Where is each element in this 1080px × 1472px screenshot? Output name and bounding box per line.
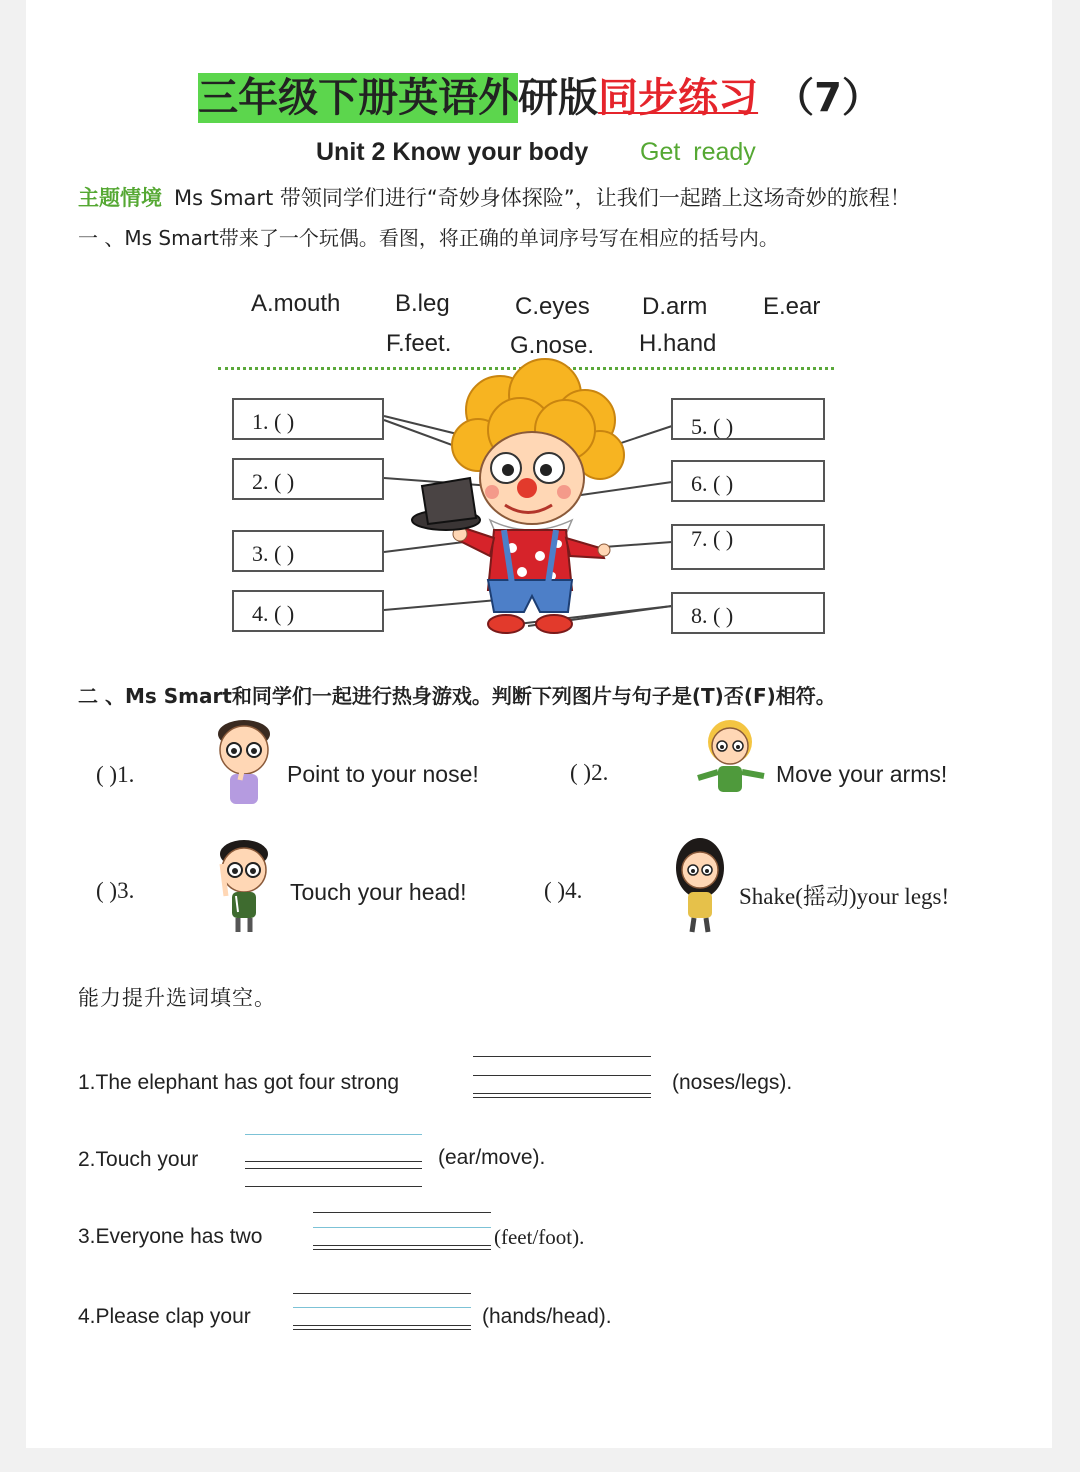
fill-sentence-3: 3.Everyone has two bbox=[78, 1225, 263, 1248]
title-highlight: 三年级下册英语外 bbox=[198, 75, 519, 121]
word-option: D.arm bbox=[642, 293, 708, 320]
fill-options-4: (hands/head). bbox=[482, 1305, 612, 1328]
boy-touching-head-icon bbox=[212, 836, 276, 934]
guide-line bbox=[293, 1329, 471, 1330]
guide-line bbox=[293, 1293, 471, 1294]
word-option: F.feet. bbox=[386, 330, 452, 357]
sentence-4: Shake(摇动)your legs! bbox=[739, 884, 950, 909]
guide-line bbox=[245, 1161, 422, 1162]
theme-tag: 主题情境 bbox=[78, 186, 162, 210]
label-box-6[interactable]: 6. ( ) bbox=[671, 460, 825, 502]
answer-paren-4[interactable]: ( )4. bbox=[544, 878, 583, 903]
word-option: A.mouth bbox=[251, 290, 341, 317]
label-box-2[interactable]: 2. ( ) bbox=[232, 458, 384, 500]
title-number: （7） bbox=[774, 75, 882, 121]
section3-instruction: 能力提升选词填空。 bbox=[78, 986, 276, 1010]
guide-line bbox=[293, 1307, 471, 1308]
word-option: B.leg bbox=[395, 290, 450, 317]
guide-line bbox=[473, 1056, 651, 1057]
answer-paren-2[interactable]: ( )2. bbox=[570, 760, 609, 785]
fill-sentence-4: 4.Please clap your bbox=[78, 1305, 251, 1328]
guide-line bbox=[473, 1097, 651, 1098]
label-box-4[interactable]: 4. ( ) bbox=[232, 590, 384, 632]
answer-line-4[interactable] bbox=[293, 1325, 471, 1326]
unit-title: Unit 2 Know your body bbox=[316, 138, 589, 166]
guide-line bbox=[245, 1134, 422, 1135]
guide-line bbox=[245, 1186, 422, 1187]
girl-shaking-legs-icon bbox=[670, 836, 730, 934]
guide-line bbox=[473, 1075, 651, 1076]
word-option: E.ear bbox=[763, 293, 821, 320]
label-box-8[interactable]: 8. ( ) bbox=[671, 592, 825, 634]
label-box-7[interactable]: 7. ( ) bbox=[671, 524, 825, 570]
answer-paren-1[interactable]: ( )1. bbox=[96, 762, 135, 787]
fill-options-2: (ear/move). bbox=[438, 1146, 546, 1169]
answer-line-1[interactable] bbox=[473, 1093, 651, 1094]
word-option: G.nose. bbox=[510, 332, 595, 359]
answer-line-2[interactable] bbox=[245, 1168, 422, 1169]
title-edition: 研版 bbox=[518, 75, 599, 121]
section1-instruction: 一 、Ms Smart带来了一个玩偶。看图，将正确的单词序号写在相应的括号内。 bbox=[78, 226, 779, 250]
answer-paren-3[interactable]: ( )3. bbox=[96, 878, 135, 903]
boy-pointing-nose-icon bbox=[210, 716, 278, 808]
fill-options-1: (noses/legs). bbox=[672, 1071, 793, 1094]
answer-line-3[interactable] bbox=[313, 1245, 491, 1246]
word-option: H.hand bbox=[639, 330, 717, 357]
fill-options-3: (feet/foot). bbox=[494, 1225, 585, 1249]
sentence-1: Point to your nose! bbox=[287, 761, 479, 787]
sentence-3: Touch your head! bbox=[290, 879, 467, 905]
title-practice: 同步练习 bbox=[598, 75, 759, 121]
guide-line bbox=[313, 1212, 491, 1213]
girl-moving-arms-icon bbox=[690, 716, 770, 800]
label-box-3[interactable]: 3. ( ) bbox=[232, 530, 384, 572]
label-box-5[interactable]: 5. ( ) bbox=[671, 398, 825, 440]
fill-sentence-1: 1.The elephant has got four strong bbox=[78, 1071, 400, 1094]
theme-text: Ms Smart 带领同学们进行“奇妙身体探险”，让我们一起踏上这场奇妙的旅程！ bbox=[174, 186, 911, 210]
guide-line bbox=[313, 1249, 491, 1250]
word-option: C.eyes bbox=[515, 293, 590, 320]
fill-sentence-2: 2.Touch your bbox=[78, 1148, 199, 1171]
guide-line bbox=[313, 1227, 491, 1228]
label-box-1[interactable]: 1. ( ) bbox=[232, 398, 384, 440]
clown-illustration bbox=[0, 0, 1080, 700]
sentence-2: Move your arms! bbox=[776, 761, 948, 787]
unit-subtitle: Get ready bbox=[640, 138, 756, 166]
section2-instruction: 二 、Ms Smart和同学们一起进行热身游戏。判断下列图片与句子是(T)否(F)相符。 bbox=[78, 684, 836, 708]
